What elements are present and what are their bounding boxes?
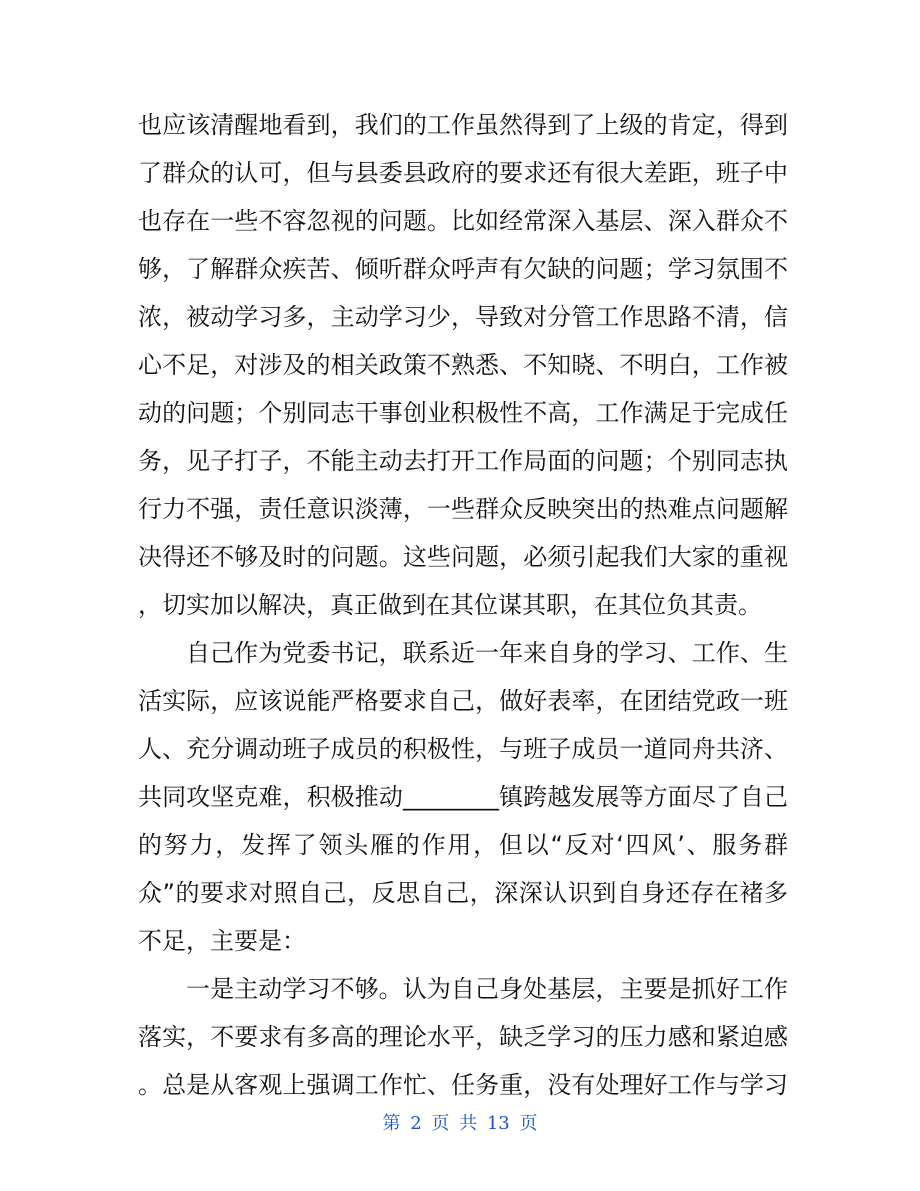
text-line: 一是主动学习不够。认为自己身处基层，主要是抓好工作	[186, 975, 788, 1003]
text-line: 自己作为党委书记，联系近一年来自身的学习、工作、生	[186, 639, 788, 667]
text-line: 不足，主要是：	[138, 927, 306, 955]
text-line: 也存在一些不容忽视的问题。比如经常深入基层、深入群众不	[138, 207, 788, 235]
text-line: 浓，被动学习多，主动学习少，导致对分管工作思路不清，信	[138, 303, 788, 331]
text-line: 决得还不够及时的问题。这些问题，必须引起我们大家的重视	[138, 543, 788, 571]
text-line: ，切实加以解决，真正做到在其位谋其职，在其位负其责。	[138, 591, 762, 619]
text-line: 心不足，对涉及的相关政策不熟悉、不知晓、不明白，工作被	[138, 351, 788, 379]
text-line: 行力不强，责任意识淡薄，一些群众反映突出的热难点问题解	[138, 495, 788, 523]
text-line: 众”的要求对照自己，反思自己，深深认识到自身还存在褚多	[138, 879, 788, 907]
text-line: 也应该清醒地看到，我们的工作虽然得到了上级的肯定，得到	[138, 111, 788, 139]
text-line: 。总是从客观上强调工作忙、任务重，没有处理好工作与学习	[138, 1071, 788, 1099]
page-number-footer: 第 2 页 共 13 页	[382, 1113, 538, 1134]
text-line: 够，了解群众疾苦、倾听群众呼声有欠缺的问题；学习氛围不	[138, 255, 788, 283]
text-line: 动的问题；个别同志干事创业积极性不高，工作满足于完成任	[138, 399, 788, 427]
text-line: 的努力，发挥了领头雁的作用，但以“反对‘四风’、服务群	[138, 831, 788, 859]
text-line: 务，见子打子，不能主动去打开工作局面的问题；个别同志执	[138, 447, 788, 475]
text-line: 落实，不要求有多高的理论水平，缺乏学习的压力感和紧迫感	[138, 1023, 788, 1051]
text-line: 了群众的认可，但与县委县政府的要求还有很大差距，班子中	[138, 159, 788, 187]
text-line: 共同攻坚克难，积极推动________镇跨越发展等方面尽了自己	[138, 783, 788, 811]
text-line: 活实际，应该说能严格要求自己，做好表率，在团结党政一班	[138, 687, 788, 715]
text-line: 人、充分调动班子成员的积极性，与班子成员一道同舟共济、	[138, 735, 788, 763]
